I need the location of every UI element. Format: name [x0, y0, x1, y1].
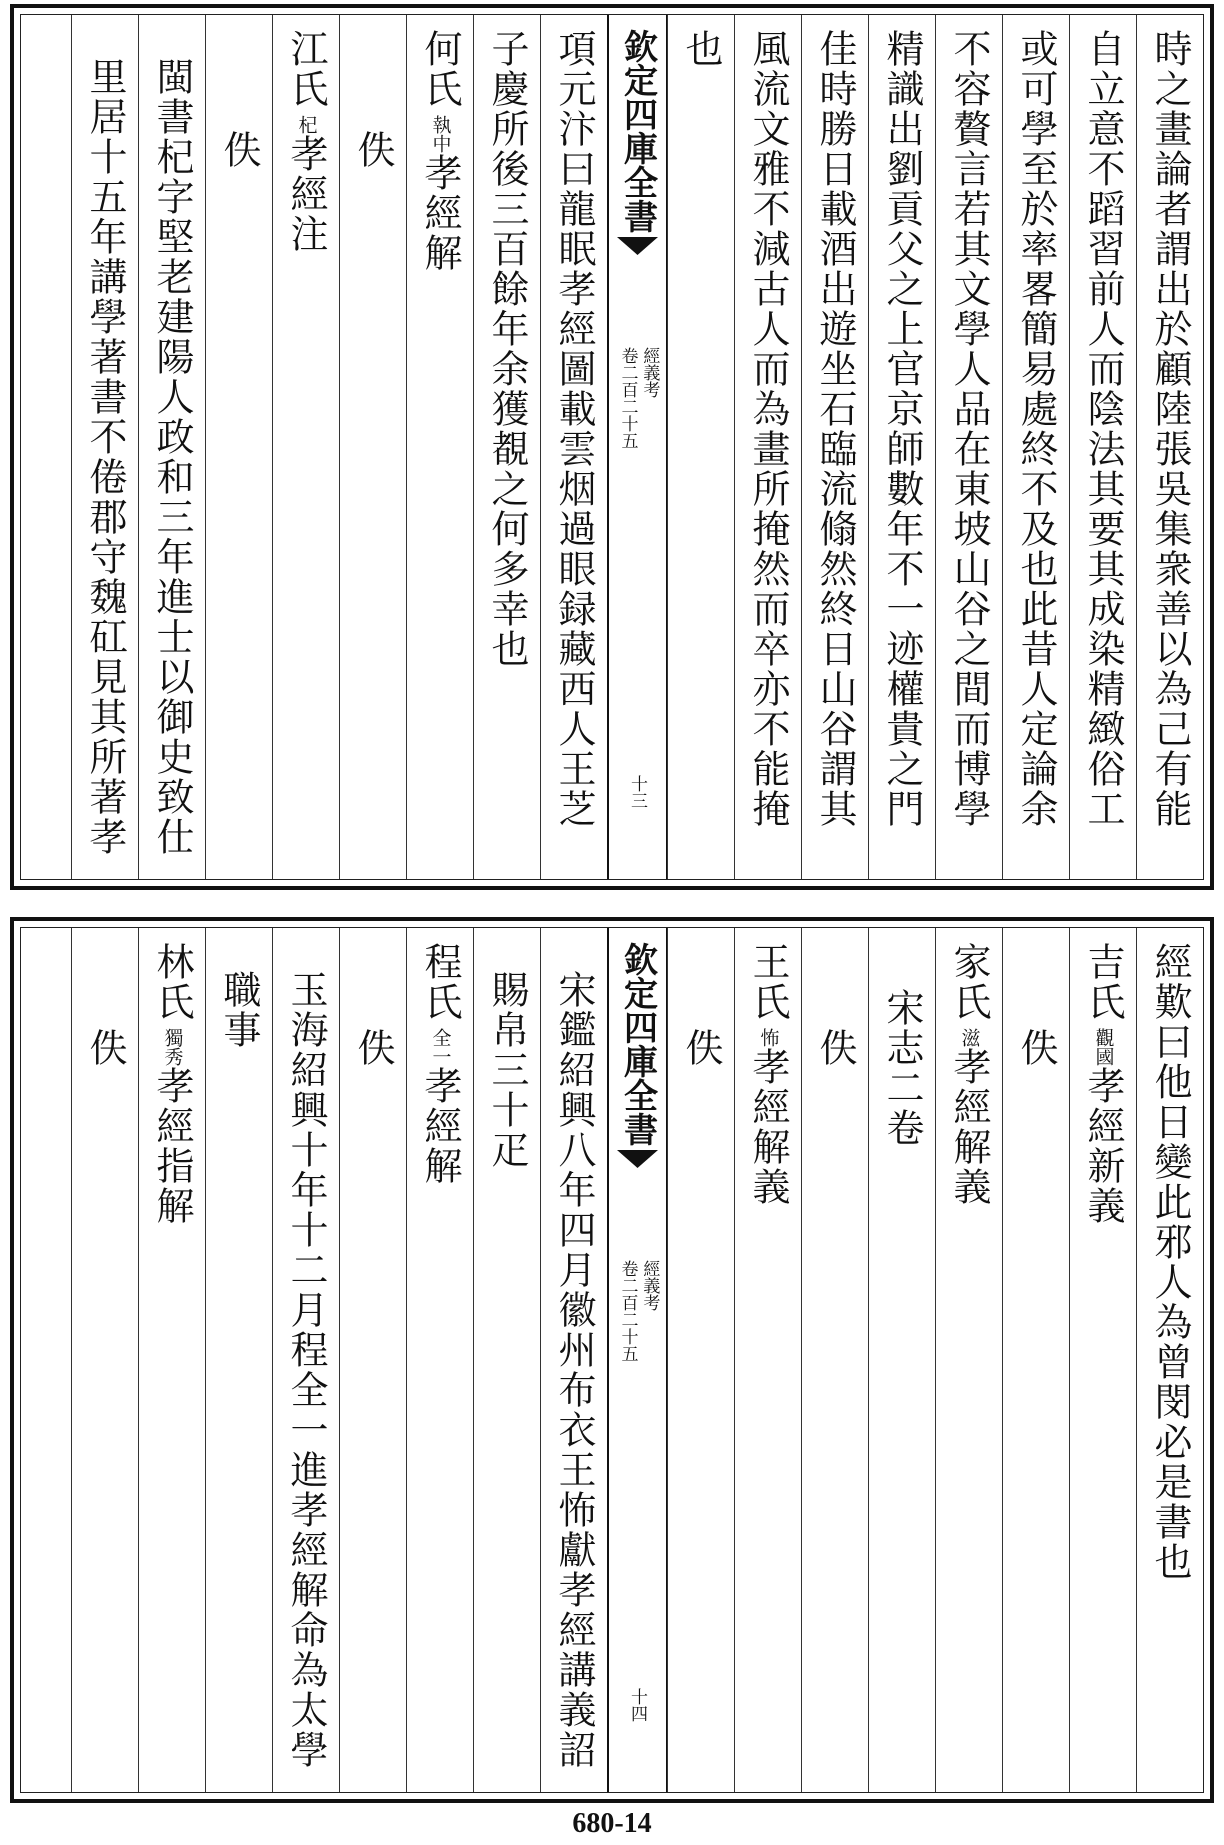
top-page [10, 4, 1214, 890]
text-column [71, 15, 138, 879]
text-column [272, 15, 339, 879]
author-note: 獨秀 [161, 1028, 184, 1066]
text-column [205, 15, 272, 879]
fish-tail-mark [609, 237, 666, 259]
spine-column [607, 928, 667, 1792]
text-column [138, 928, 205, 1792]
status-text: 佚 [351, 1028, 395, 1068]
column-text: 項元汴曰龍眠孝經圖載雲烟過眼録藏西人王芝 [552, 29, 596, 829]
page-number: 680-14 [572, 1808, 652, 1839]
column-text: 里居十五年講學著書不倦郡守魏矼見其所著孝 [83, 57, 127, 857]
text-column [1002, 928, 1069, 1792]
entry-heading [418, 29, 462, 273]
author-note: 滋 [958, 1028, 981, 1047]
column-text: 或可學至於率畧簡易處終不及也此昔人定論余 [1014, 29, 1058, 829]
text-column [540, 15, 607, 879]
text-column [935, 928, 1002, 1792]
text-column [1136, 928, 1203, 1792]
author-note: 執中 [429, 115, 452, 153]
column-text: 經歎曰他日變此邪人為曾閔必是書也 [1148, 942, 1192, 1582]
status-text: 佚 [1014, 1028, 1058, 1068]
column-text: 時之畫論者謂出於顧陸張吳集衆善以為己有能 [1148, 29, 1192, 829]
text-column [339, 928, 406, 1792]
text-column [406, 928, 473, 1792]
column-text: 宋鑑紹興八年四月徽州布衣王怖獻孝經講義詔 [552, 970, 596, 1770]
text-column [734, 928, 801, 1792]
work-title: 孝經新義 [1081, 1066, 1125, 1226]
author-name: 王氏 [746, 942, 790, 1022]
text-column [734, 15, 801, 879]
text-column [473, 15, 540, 879]
spine-notes [618, 1260, 658, 1362]
entry-heading [284, 29, 328, 254]
leaf-number: 十三 [627, 775, 647, 809]
entry-heading [418, 942, 462, 1186]
text-column [1069, 928, 1136, 1792]
bottom-page-frame [20, 927, 1204, 1793]
spine-title: 欽定四庫全書 [617, 942, 658, 1146]
column-text: 精識出劉貢父之上官京師數年不一迹權貴之門 [880, 29, 924, 829]
author-name: 何氏 [418, 29, 462, 109]
entry-heading [947, 942, 991, 1207]
spine-note: 卷二百二十五 [617, 1260, 638, 1362]
text-column [540, 928, 607, 1792]
author-name: 江氏 [284, 29, 328, 109]
status-text: 佚 [217, 130, 261, 170]
author-name: 林氏 [150, 942, 194, 1022]
entry-heading [150, 942, 194, 1226]
work-title: 孝經解 [418, 153, 462, 273]
text-column [667, 928, 734, 1792]
work-title: 孝經注 [284, 134, 328, 254]
spine-column [607, 15, 667, 879]
text-column [667, 15, 734, 879]
column-text: 風流文雅不減古人而為畫所掩然而卒亦不能掩 [746, 29, 790, 829]
text-column [935, 15, 1002, 879]
text-column [406, 15, 473, 879]
column-text: 閩書杞字堅老建陽人政和三年進士以御史致仕 [150, 57, 194, 857]
author-name: 家氏 [947, 942, 991, 1022]
status-text: 佚 [351, 130, 395, 170]
column-text: 子慶所後三百餘年余獲覩之何多幸也 [485, 29, 529, 669]
column-text: 賜帛三十疋 [485, 970, 529, 1170]
spine-note: 經義考 [639, 347, 660, 398]
status-text: 佚 [679, 1028, 723, 1068]
entry-heading [1081, 942, 1125, 1226]
author-name: 程氏 [418, 942, 462, 1022]
bottom-page [10, 917, 1214, 1803]
author-note: 怖 [757, 1028, 780, 1047]
entry-heading [746, 942, 790, 1207]
text-column [868, 15, 935, 879]
text-column [339, 15, 406, 879]
column-text: 宋志二卷 [880, 988, 924, 1148]
author-note: 觀國 [1092, 1028, 1115, 1066]
leaf-number: 十四 [627, 1688, 647, 1722]
text-column [272, 928, 339, 1792]
work-title: 孝經解義 [746, 1047, 790, 1207]
column-text: 自立意不蹈習前人而陰法其要其成染精緻俗工 [1081, 29, 1125, 829]
text-column [71, 928, 138, 1792]
author-note: 杞 [295, 115, 318, 134]
top-page-frame [20, 14, 1204, 880]
text-column [868, 928, 935, 1792]
spine-title: 欽定四庫全書 [617, 29, 658, 233]
column-text: 佳時勝日載酒出遊坐石臨流翛然終日山谷謂其 [813, 29, 857, 829]
text-column [1002, 15, 1069, 879]
spine-note: 經義考 [639, 1260, 660, 1311]
column-text: 玉海紹興十年十二月程全一進孝經解命為太學 [284, 970, 328, 1770]
fish-tail-mark [609, 1150, 666, 1172]
status-text: 佚 [813, 1028, 857, 1068]
author-note: 全一 [429, 1028, 452, 1066]
text-column [801, 15, 868, 879]
status-text: 佚 [83, 1028, 127, 1068]
text-column [1069, 15, 1136, 879]
column-text: 也 [679, 29, 723, 69]
work-title: 孝經解義 [947, 1047, 991, 1207]
text-column [138, 15, 205, 879]
work-title: 孝經指解 [150, 1066, 194, 1226]
text-column [473, 928, 540, 1792]
text-column [1136, 15, 1203, 879]
author-name: 吉氏 [1081, 942, 1125, 1022]
column-text: 職事 [217, 970, 261, 1050]
spine-notes [618, 347, 658, 449]
work-title: 孝經解 [418, 1066, 462, 1186]
spine-note: 卷二百二十五 [617, 347, 638, 449]
text-column [205, 928, 272, 1792]
text-column [801, 928, 868, 1792]
column-text: 不容贅言若其文學人品在東坡山谷之間而博學 [947, 29, 991, 829]
